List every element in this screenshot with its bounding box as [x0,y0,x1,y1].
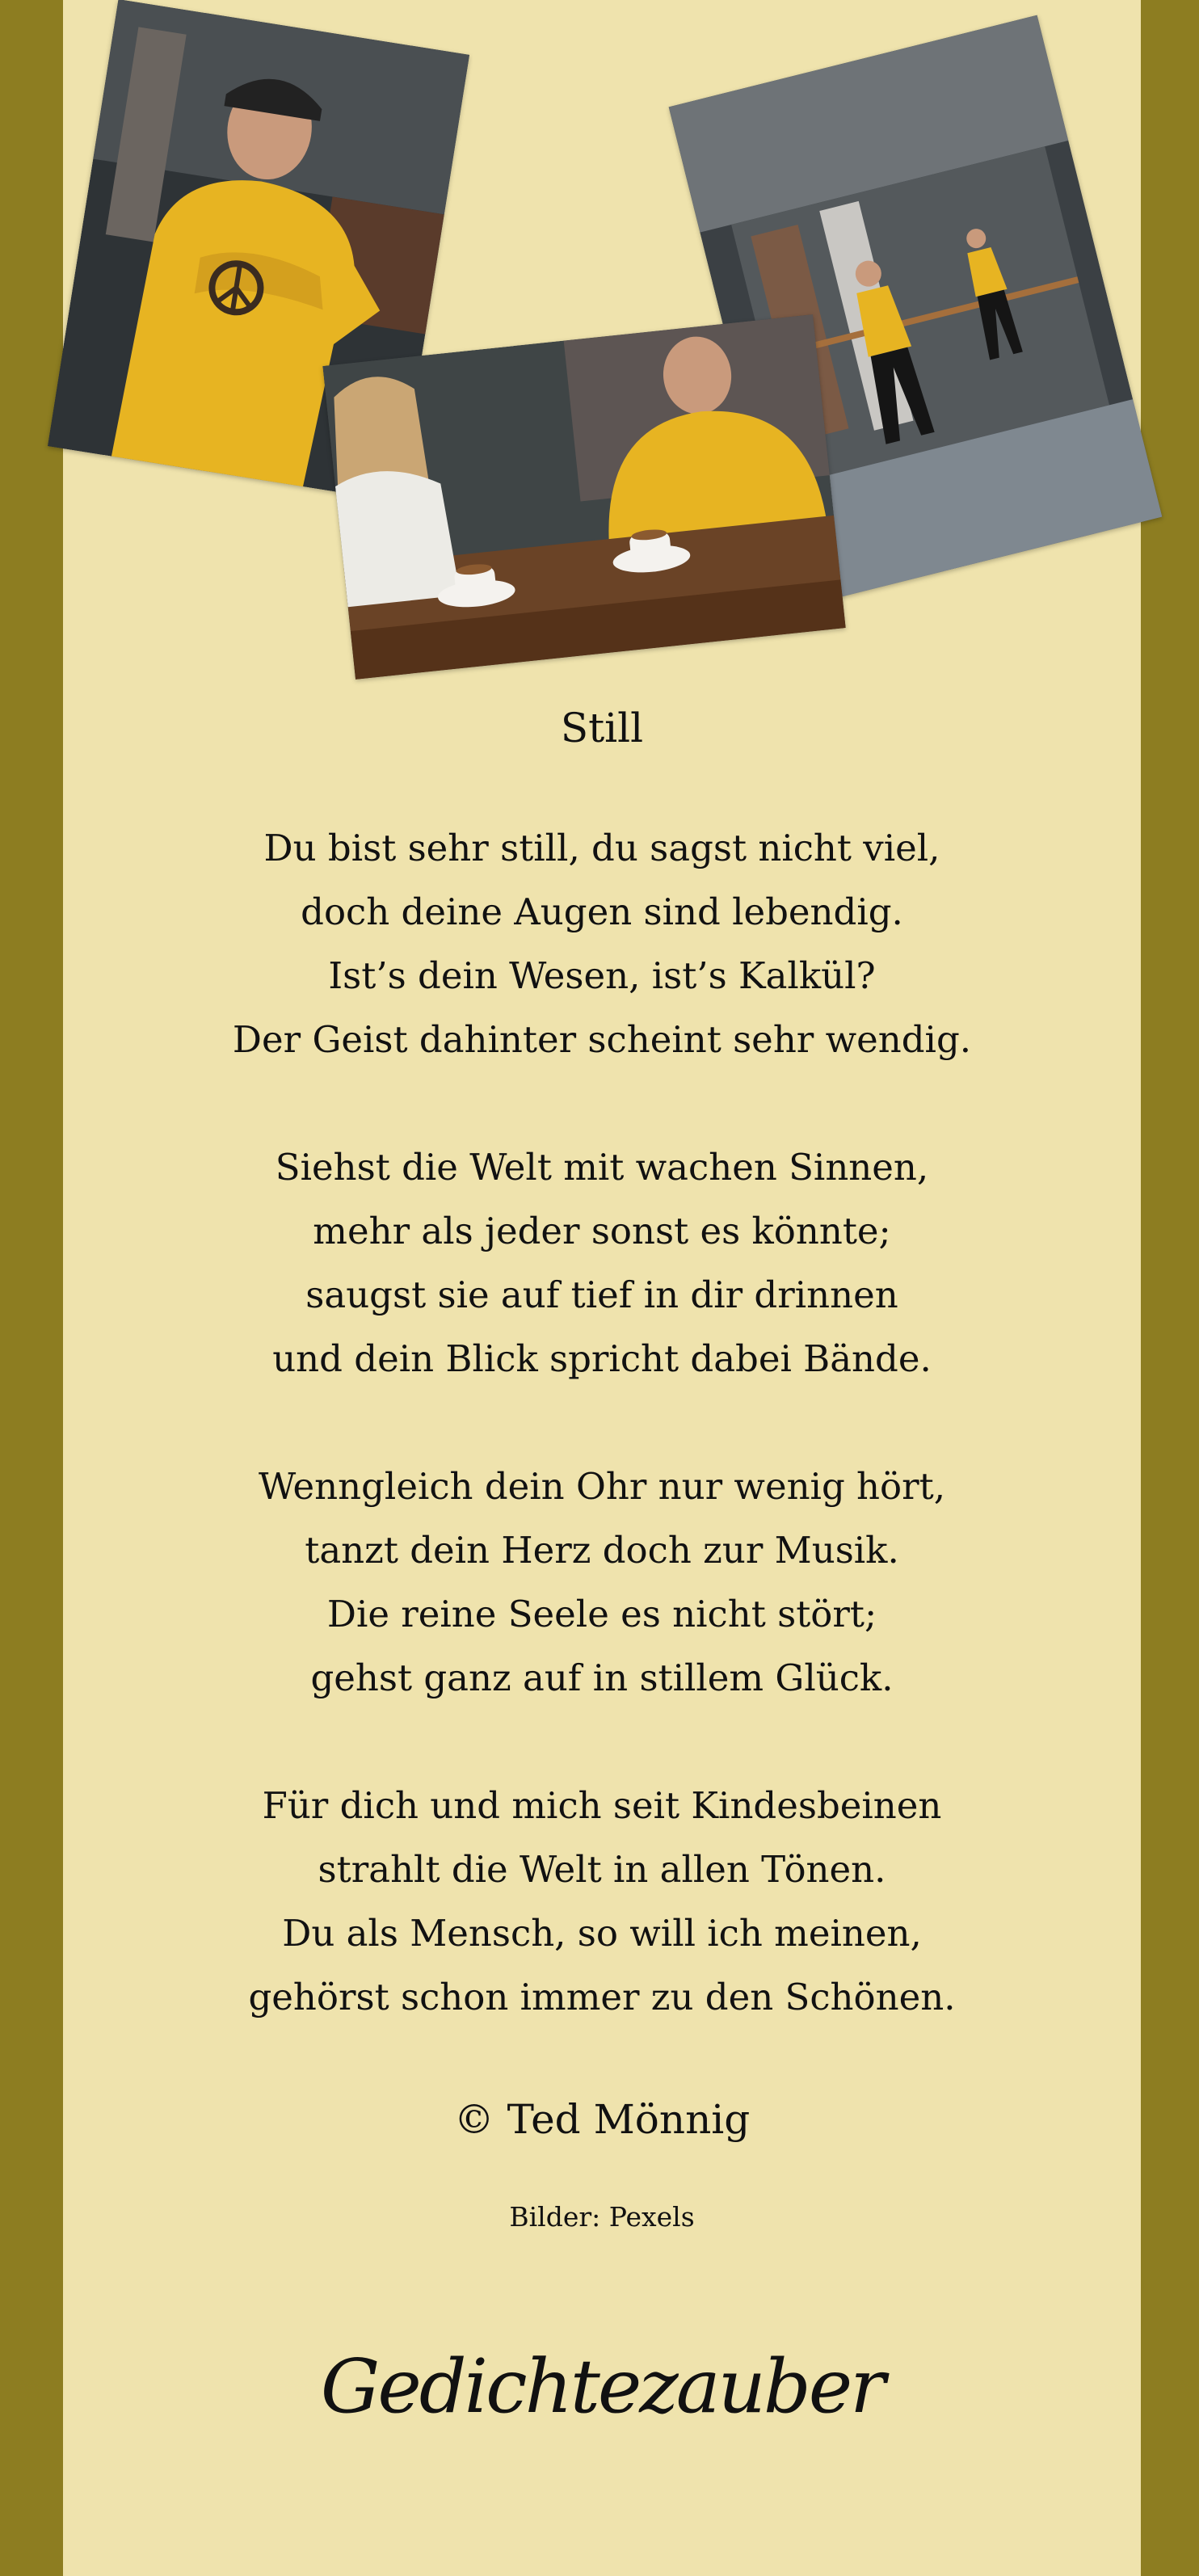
stanza [63,1774,1141,2029]
poem [63,701,1141,2235]
poem-line: tanzt dein Herz doch zur Musik. [305,1529,899,1572]
poem-line: Siehst die Welt mit wachen Sinnen, [275,1146,929,1189]
poem-line: Du bist sehr still, du sagst nicht viel, [263,827,940,869]
poem-line: Wenngleich dein Ohr nur wenig hört, [258,1465,946,1508]
poem-line: gehörst schon immer zu den Schönen. [248,1976,956,2018]
poem-page [63,0,1141,2576]
poem-line: strahlt die Welt in allen Tönen. [318,1848,886,1891]
poem-line: mehr als jeder sonst es könnte; [313,1210,891,1252]
poem-line: Du als Mensch, so will ich meinen, [282,1912,922,1955]
stanza [63,816,1141,1071]
photo-cafe-couple [322,314,845,680]
poem-line: und dein Blick spricht dabei Bände. [272,1337,932,1380]
poem-line: Ist’s dein Wesen, ist’s Kalkül? [328,954,876,997]
stanza [63,1454,1141,1710]
poem-line: Für dich und mich seit Kindesbeinen [262,1784,942,1827]
poem-line: gehst ganz auf in stillem Glück. [310,1656,894,1699]
poem-line: Der Geist dahinter scheint sehr wendig. [232,1018,972,1061]
poem-line: saugst sie auf tief in dir drinnen [305,1273,898,1316]
poem-line: doch deine Augen sind lebendig. [301,890,903,933]
poem-line: Die reine Seele es nicht stört; [326,1593,877,1635]
image-credits: Bilder: Pexels [509,2201,695,2233]
signature-logo: Gedichtezauber [320,2343,884,2430]
stanza [63,1135,1141,1391]
copyright-author: © Ted Mönnig [453,2096,751,2143]
poem-title: Still [560,705,644,751]
